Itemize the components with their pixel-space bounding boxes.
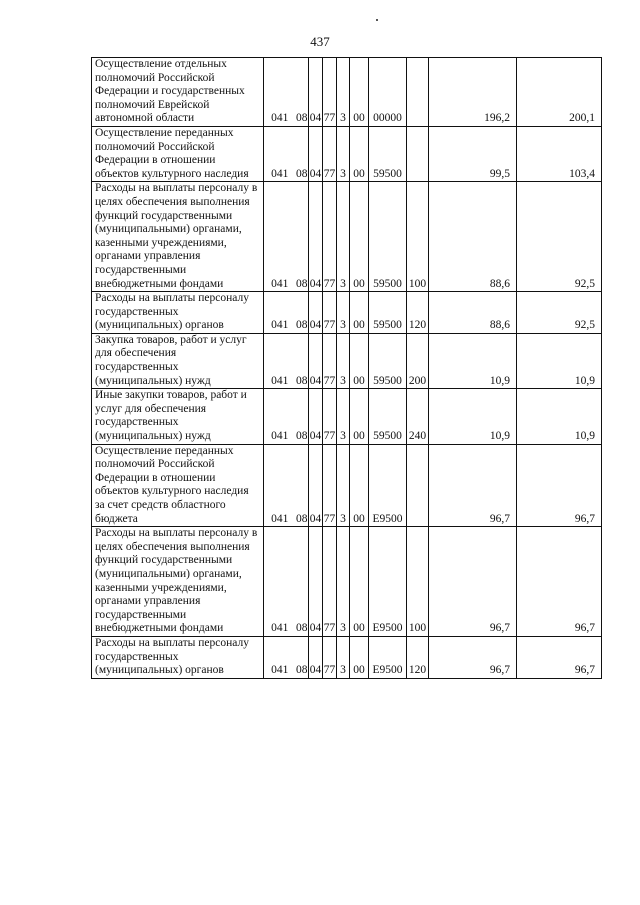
table-body — [92, 58, 602, 679]
admin-code: 041 — [264, 636, 296, 678]
program-code: 77 — [323, 126, 337, 181]
item-code: 59500 — [369, 182, 407, 292]
amount-year-2: 92,5 — [517, 292, 602, 334]
amount-year-2: 96,7 — [517, 527, 602, 637]
program-code: 77 — [323, 182, 337, 292]
subsection-code: 04 — [309, 333, 323, 388]
amount-year-2: 96,7 — [517, 636, 602, 678]
program-code: 77 — [323, 527, 337, 637]
item-code: 59500 — [369, 126, 407, 181]
table-row — [92, 58, 602, 127]
group-code: 00 — [350, 292, 369, 334]
subprogram-code: 3 — [337, 333, 350, 388]
group-code: 00 — [350, 527, 369, 637]
admin-code: 041 — [264, 333, 296, 388]
page-number: 437 — [310, 34, 330, 49]
amount-year-1: 96,7 — [429, 527, 517, 637]
subprogram-code: 3 — [337, 389, 350, 444]
admin-code: 041 — [264, 444, 296, 527]
subprogram-code: 3 — [337, 58, 350, 127]
program-code: 77 — [323, 636, 337, 678]
amount-year-1: 10,9 — [429, 389, 517, 444]
expense-type-code — [407, 444, 429, 527]
amount-year-1: 96,7 — [429, 444, 517, 527]
subprogram-code: 3 — [337, 527, 350, 637]
group-code: 00 — [350, 636, 369, 678]
subsection-code: 04 — [309, 527, 323, 637]
item-code: 59500 — [369, 292, 407, 334]
admin-code: 041 — [264, 292, 296, 334]
item-code: E9500 — [369, 527, 407, 637]
amount-year-2: 103,4 — [517, 126, 602, 181]
subsection-code: 04 — [309, 126, 323, 181]
row-name: Осуществление переданных полномочий Российской Федерации в отношении объектов культурного наследия за счет средств областного бюджета — [92, 444, 264, 527]
amount-year-1: 196,2 — [429, 58, 517, 127]
table-row — [92, 444, 602, 527]
row-name: Осуществление переданных полномочий Российской Федерации в отношении объектов культурного наследия — [92, 126, 264, 181]
expense-type-code: 100 — [407, 182, 429, 292]
row-name: Иные закупки товаров, работ и услуг для обеспечения государственных (муниципальных) нужд — [92, 389, 264, 444]
expense-type-code — [407, 58, 429, 127]
group-code: 00 — [350, 182, 369, 292]
section-code: 08 — [296, 182, 309, 292]
row-name: Расходы на выплаты персоналу в целях обеспечения выполнения функций государственными (муниципальными) органами, казенными учреждениями, органами управления государственными внебюджетными фондами — [92, 527, 264, 637]
subprogram-code: 3 — [337, 126, 350, 181]
amount-year-1: 88,6 — [429, 292, 517, 334]
table-row — [92, 182, 602, 292]
row-name: Расходы на выплаты персоналу государственных (муниципальных) органов — [92, 292, 264, 334]
amount-year-1: 88,6 — [429, 182, 517, 292]
table-row — [92, 389, 602, 444]
row-name: Осуществление отдельных полномочий Российской Федерации и государственных полномочий Еврейской автономной области — [92, 58, 264, 127]
group-code: 00 — [350, 126, 369, 181]
amount-year-1: 99,5 — [429, 126, 517, 181]
program-code: 77 — [323, 333, 337, 388]
section-code: 08 — [296, 527, 309, 637]
expense-type-code — [407, 126, 429, 181]
subsection-code: 04 — [309, 292, 323, 334]
group-code: 00 — [350, 333, 369, 388]
subsection-code: 04 — [309, 58, 323, 127]
subsection-code: 04 — [309, 182, 323, 292]
item-code: E9500 — [369, 636, 407, 678]
table-row — [92, 636, 602, 678]
expense-type-code: 120 — [407, 636, 429, 678]
table-row — [92, 333, 602, 388]
admin-code: 041 — [264, 527, 296, 637]
row-name: Расходы на выплаты персоналу в целях обеспечения выполнения функций государственными (муниципальными) органами, казенными учреждениями, органами управления государственными внебюджетными фондами — [92, 182, 264, 292]
subsection-code: 04 — [309, 636, 323, 678]
item-code: 59500 — [369, 333, 407, 388]
section-code: 08 — [296, 389, 309, 444]
section-code: 08 — [296, 58, 309, 127]
expense-type-code: 240 — [407, 389, 429, 444]
section-code: 08 — [296, 636, 309, 678]
scan-speck — [376, 19, 378, 21]
budget-table — [91, 57, 602, 679]
item-code: 00000 — [369, 58, 407, 127]
admin-code: 041 — [264, 58, 296, 127]
row-name: Расходы на выплаты персоналу государственных (муниципальных) органов — [92, 636, 264, 678]
expense-type-code: 120 — [407, 292, 429, 334]
amount-year-2: 10,9 — [517, 389, 602, 444]
item-code: E9500 — [369, 444, 407, 527]
program-code: 77 — [323, 58, 337, 127]
item-code: 59500 — [369, 389, 407, 444]
group-code: 00 — [350, 444, 369, 527]
table-row — [92, 126, 602, 181]
subprogram-code: 3 — [337, 636, 350, 678]
subprogram-code: 3 — [337, 444, 350, 527]
subprogram-code: 3 — [337, 182, 350, 292]
program-code: 77 — [323, 389, 337, 444]
section-code: 08 — [296, 444, 309, 527]
amount-year-1: 96,7 — [429, 636, 517, 678]
admin-code: 041 — [264, 389, 296, 444]
amount-year-2: 92,5 — [517, 182, 602, 292]
section-code: 08 — [296, 292, 309, 334]
program-code: 77 — [323, 292, 337, 334]
amount-year-2: 96,7 — [517, 444, 602, 527]
subprogram-code: 3 — [337, 292, 350, 334]
subsection-code: 04 — [309, 389, 323, 444]
subsection-code: 04 — [309, 444, 323, 527]
program-code: 77 — [323, 444, 337, 527]
amount-year-2: 200,1 — [517, 58, 602, 127]
group-code: 00 — [350, 389, 369, 444]
table-row — [92, 292, 602, 334]
table-row — [92, 527, 602, 637]
admin-code: 041 — [264, 182, 296, 292]
admin-code: 041 — [264, 126, 296, 181]
expense-type-code: 200 — [407, 333, 429, 388]
amount-year-1: 10,9 — [429, 333, 517, 388]
section-code: 08 — [296, 333, 309, 388]
expense-type-code: 100 — [407, 527, 429, 637]
amount-year-2: 10,9 — [517, 333, 602, 388]
section-code: 08 — [296, 126, 309, 181]
row-name: Закупка товаров, работ и услуг для обеспечения государственных (муниципальных) нужд — [92, 333, 264, 388]
group-code: 00 — [350, 58, 369, 127]
